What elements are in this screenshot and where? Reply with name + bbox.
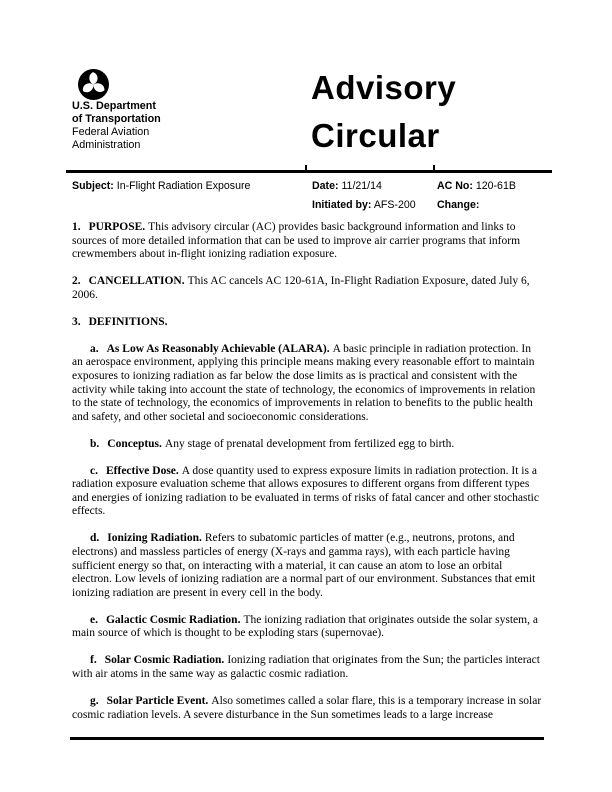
- paragraph-label: g.: [90, 694, 99, 707]
- change-label: Change:: [437, 199, 480, 211]
- subject-label: Subject:: [72, 180, 114, 192]
- ac-no-label: AC No:: [437, 180, 473, 192]
- date-value: 11/21/14: [341, 180, 382, 192]
- paragraph-label: d.: [90, 532, 100, 545]
- header-rule: [66, 170, 552, 173]
- agency-line: U.S. Department: [72, 100, 156, 112]
- date-field: [312, 180, 382, 192]
- ac-no-value: 120-61B: [475, 180, 516, 192]
- paragraph-term: DEFINITIONS.: [88, 315, 168, 328]
- document-body: [72, 221, 542, 736]
- paragraph-term: Solar Cosmic Radiation.: [104, 654, 225, 667]
- change-field: [437, 199, 479, 211]
- initiated-by-field: [312, 199, 416, 211]
- paragraph: [72, 343, 542, 425]
- paragraph: [72, 614, 542, 641]
- initiated-by-label: Initiated by:: [312, 199, 372, 211]
- paragraph-label: b.: [90, 437, 100, 450]
- paragraph-term: Galactic Cosmic Radiation.: [105, 613, 241, 626]
- us-dot-triskelion-icon: [78, 69, 109, 100]
- paragraph-term: Effective Dose.: [105, 464, 179, 477]
- paragraph: [72, 465, 542, 519]
- paragraph-label: f.: [90, 654, 97, 667]
- footer-rule: [70, 737, 544, 740]
- document-title: [311, 64, 456, 160]
- paragraph-text: Ionizing radiation that originates from the Sun; the particles interact with air atoms in the same way as galactic cosmic radiation.: [72, 654, 540, 680]
- paragraph-term: Conceptus.: [107, 437, 162, 450]
- agency-line: Federal Aviation: [72, 126, 150, 138]
- paragraph-label: 1.: [72, 221, 81, 233]
- paragraph: [72, 316, 542, 330]
- paragraph-term: Solar Particle Event.: [106, 694, 209, 707]
- paragraph-text: Also sometimes called a solar flare, this is a temporary increase in solar cosmic radiation levels. A severe disturbance in the Sun sometimes leads to a large increase: [72, 694, 542, 721]
- date-label: Date:: [312, 180, 339, 192]
- paragraph: [72, 695, 542, 722]
- agency-line: Administration: [72, 139, 141, 151]
- paragraph-text: This AC cancels AC 120-61A, In-Flight Radiation Exposure, dated July 6, 2006.: [72, 275, 530, 301]
- paragraph-text: Any stage of prenatal development from fertilized egg to birth.: [164, 437, 455, 450]
- agency-name-block: [72, 100, 161, 152]
- paragraph-label: 3.: [72, 315, 81, 328]
- paragraph-text: A dose quantity used to express exposure limits in radiation protection. It is a radiation exposure evaluation scheme that allows exposures to different organs from different types and energies of ionizing radiation to be evaluated in terms of risks of fatal cancer and other stochastic effects.: [72, 464, 539, 518]
- paragraph-term: PURPOSE.: [88, 221, 146, 233]
- paragraph-text: Refers to subatomic particles of matter (e.g., neutrons, protons, and electrons) and massless particles of energy (X-rays and gamma rays), with each particle having sufficient energy so that, on interacting with a material, it can cause an atom to lose an orbital electron. Low levels of ionizing radiation are a normal part of our environment. Substances that emit ionizing radiation are present in every cell in the body.: [72, 532, 536, 599]
- paragraph: [72, 438, 542, 452]
- paragraph-label: c.: [90, 464, 98, 477]
- subject-field: [72, 180, 250, 192]
- paragraph-label: 2.: [72, 275, 81, 288]
- initiated-by-value: AFS-200: [373, 199, 416, 211]
- paragraph: [72, 654, 542, 681]
- paragraph-text: A basic principle in radiation protection. In an aerospace environment, applying this principle means making every reasonable effort to maintain exposures to ionizing radiation as far below the dose limits as is practical and consistent with the activity while taking into account the state of technology, the economics of improvements in relation to the state of technology, the economics of improvements in relation to benefits to the public health and safety, and other societal and socioeconomic considerations.: [72, 342, 536, 423]
- paragraph: [72, 275, 542, 302]
- ac-no-field: [437, 180, 516, 192]
- subject-value: In-Flight Radiation Exposure: [116, 180, 251, 192]
- paragraph-label: e.: [90, 613, 98, 626]
- document-title-line1: Advisory: [311, 69, 457, 106]
- agency-line: of Transportation: [72, 113, 161, 125]
- document-title-line2: Circular: [311, 117, 440, 154]
- paragraph-term: Ionizing Radiation.: [107, 532, 202, 545]
- paragraph-text: The ionizing radiation that originates outside the solar system, a main source of which is thought to be exploding stars (supernovae).: [72, 613, 538, 640]
- paragraph-label: a.: [90, 342, 99, 355]
- paragraph-term: CANCELLATION.: [88, 275, 185, 288]
- paragraph: [72, 532, 542, 600]
- paragraph: [72, 221, 542, 262]
- paragraph-text: This advisory circular (AC) provides basic background information and links to sources of more detailed information that can be used to improve air carrier programs that inform crewmembers about in-flight ionizing radiation exposure.: [72, 221, 521, 261]
- paragraph-term: As Low As Reasonably Achievable (ALARA).: [106, 342, 330, 355]
